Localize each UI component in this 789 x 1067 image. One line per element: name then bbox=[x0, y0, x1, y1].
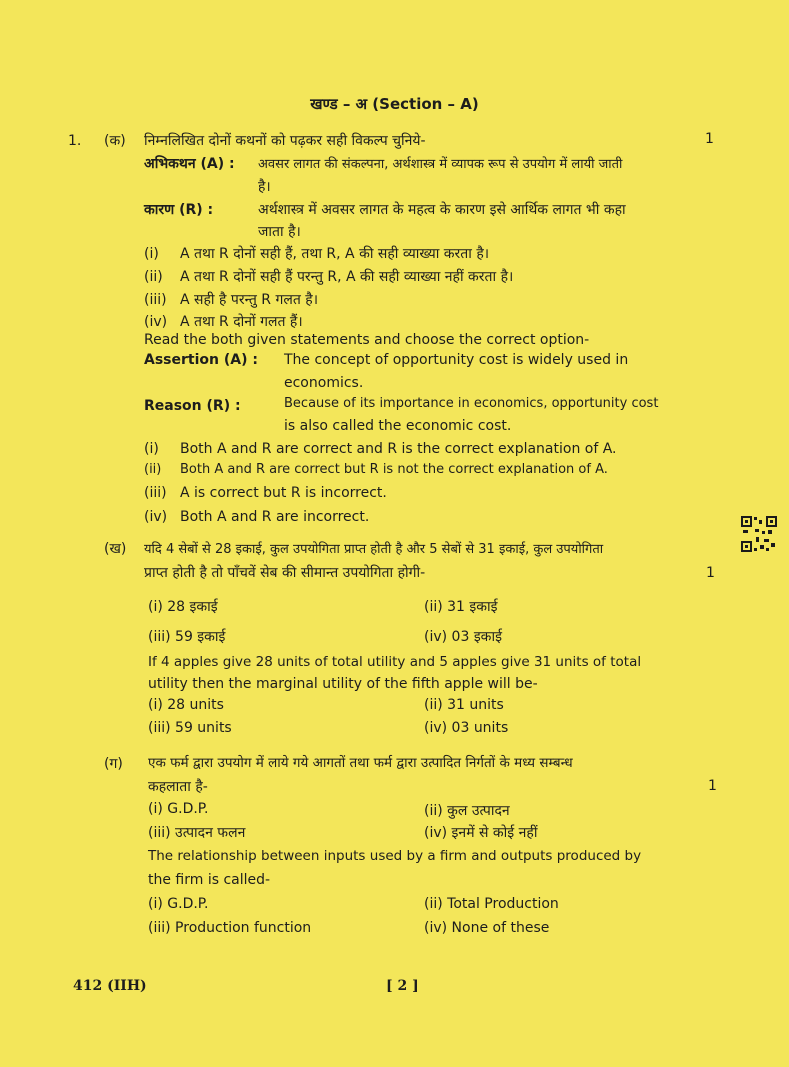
q1a-english-reason-line1: Because of its importance in economics, opportunity cost bbox=[284, 396, 659, 411]
section-title: खण्ड – अ (Section – A) bbox=[310, 95, 479, 113]
q1a-marks: 1 bbox=[705, 131, 714, 147]
q1b-hindi-option: (i) 28 इकाई bbox=[148, 599, 218, 615]
subquestion-label-a: (क) bbox=[104, 133, 126, 149]
q1a-hindi-assertion-line1: अवसर लागत की संकल्पना, अर्थशास्त्र में व्यापक रूप से उपयोग में लायी जाती bbox=[258, 157, 623, 172]
q1b-english-option: (iv) 03 units bbox=[424, 720, 509, 736]
q1b-english-option: (i) 28 units bbox=[148, 697, 224, 713]
q1b-english-option: (ii) 31 units bbox=[424, 697, 504, 713]
q1b-english-line1: If 4 apples give 28 units of total utility and 5 apples give 31 units of total bbox=[148, 654, 642, 670]
subquestion-label-b: (ख) bbox=[104, 541, 127, 557]
q1c-english-option: (iii) Production function bbox=[148, 920, 312, 936]
q1b-english-line2: utility then the marginal utility of the fifth apple will be- bbox=[148, 676, 538, 692]
q1b-hindi-option: (iii) 59 इकाई bbox=[148, 629, 226, 645]
q1c-hindi-line1: एक फर्म द्वारा उपयोग में लाये गये आगतों तथा फर्म द्वारा उत्पादित निर्गतों के मध्य सम्बन्ध bbox=[148, 755, 573, 771]
q1c-marks: 1 bbox=[708, 778, 717, 794]
q1a-english-option: (iv) Both A and R are incorrect. bbox=[144, 509, 370, 525]
q1a-english-assertion-line1: The concept of opportunity cost is widely used in bbox=[284, 352, 629, 368]
q1c-hindi-option: (i) G.D.P. bbox=[148, 801, 209, 817]
q1a-english-reason-label: Reason (R) : bbox=[144, 398, 241, 414]
q1a-english-assertion-label: Assertion (A) : bbox=[144, 352, 258, 368]
q1c-hindi-option: (ii) कुल उत्पादन bbox=[424, 803, 510, 819]
q1c-hindi-option: (iii) उत्पादन फलन bbox=[148, 825, 246, 841]
q1b-marks: 1 bbox=[706, 565, 715, 581]
paper-code: 412 (IIH) bbox=[73, 978, 147, 994]
q1a-hindi-assertion-label: अभिकथन (A) : bbox=[144, 156, 235, 172]
q1a-english-reason-line2: is also called the economic cost. bbox=[284, 418, 512, 434]
q1a-english-option: (ii) Both A and R are correct but R is not the correct explanation of A. bbox=[144, 462, 608, 477]
q1b-hindi-line1: यदि 4 सेबों से 28 इकाई, कुल उपयोगिता प्राप्त होती है और 5 सेबों से 31 इकाई, कुल उपयोगिता bbox=[144, 542, 604, 557]
q1a-english-assertion-line2: economics. bbox=[284, 375, 364, 391]
page-number: [ 2 ] bbox=[386, 978, 419, 994]
q1a-english-option: (i) Both A and R are correct and R is the correct explanation of A. bbox=[144, 441, 617, 457]
qr-code-icon bbox=[740, 515, 778, 553]
q1c-english-option: (i) G.D.P. bbox=[148, 896, 209, 912]
question-number: 1. bbox=[68, 133, 82, 149]
q1a-hindi-reason-line1: अर्थशास्त्र में अवसर लागत के महत्व के कारण इसे आर्थिक लागत भी कहा bbox=[258, 202, 626, 218]
q1a-hindi-assertion-line2: है। bbox=[258, 179, 271, 195]
q1a-hindi-reason-label: कारण (R) : bbox=[144, 202, 214, 218]
q1c-hindi-option: (iv) इनमें से कोई नहीं bbox=[424, 825, 538, 841]
subquestion-label-c: (ग) bbox=[104, 756, 123, 772]
q1a-hindi-reason-line2: जाता है। bbox=[258, 224, 301, 240]
q1c-english-option: (ii) Total Production bbox=[424, 896, 559, 912]
q1a-hindi-option: (iv) A तथा R दोनों गलत हैं। bbox=[144, 314, 303, 330]
q1c-english-option: (iv) None of these bbox=[424, 920, 550, 936]
q1a-hindi-option: (i) A तथा R दोनों सही हैं, तथा R, A की सही व्याख्या करता है। bbox=[144, 246, 490, 262]
q1b-hindi-line2: प्राप्त होती है तो पाँचवें सेब की सीमान्त उपयोगिता होगी- bbox=[144, 565, 426, 581]
q1b-english-option: (iii) 59 units bbox=[148, 720, 232, 736]
q1c-english-line2: the firm is called- bbox=[148, 872, 271, 888]
q1a-hindi-instruction: निम्नलिखित दोनों कथनों को पढ़कर सही विकल्प चुनिये- bbox=[144, 133, 426, 149]
q1c-hindi-line2: कहलाता है- bbox=[148, 779, 208, 795]
q1b-hindi-option: (iv) 03 इकाई bbox=[424, 629, 502, 645]
q1a-english-option: (iii) A is correct but R is incorrect. bbox=[144, 485, 387, 501]
q1c-english-line1: The relationship between inputs used by a firm and outputs produced by bbox=[148, 848, 642, 864]
q1a-english-instruction: Read the both given statements and choose the correct option- bbox=[144, 332, 590, 348]
q1a-hindi-option: (iii) A सही है परन्तु R गलत है। bbox=[144, 292, 319, 308]
q1a-hindi-option: (ii) A तथा R दोनों सही हैं परन्तु R, A की सही व्याख्या नहीं करता है। bbox=[144, 269, 514, 285]
q1b-hindi-option: (ii) 31 इकाई bbox=[424, 599, 498, 615]
